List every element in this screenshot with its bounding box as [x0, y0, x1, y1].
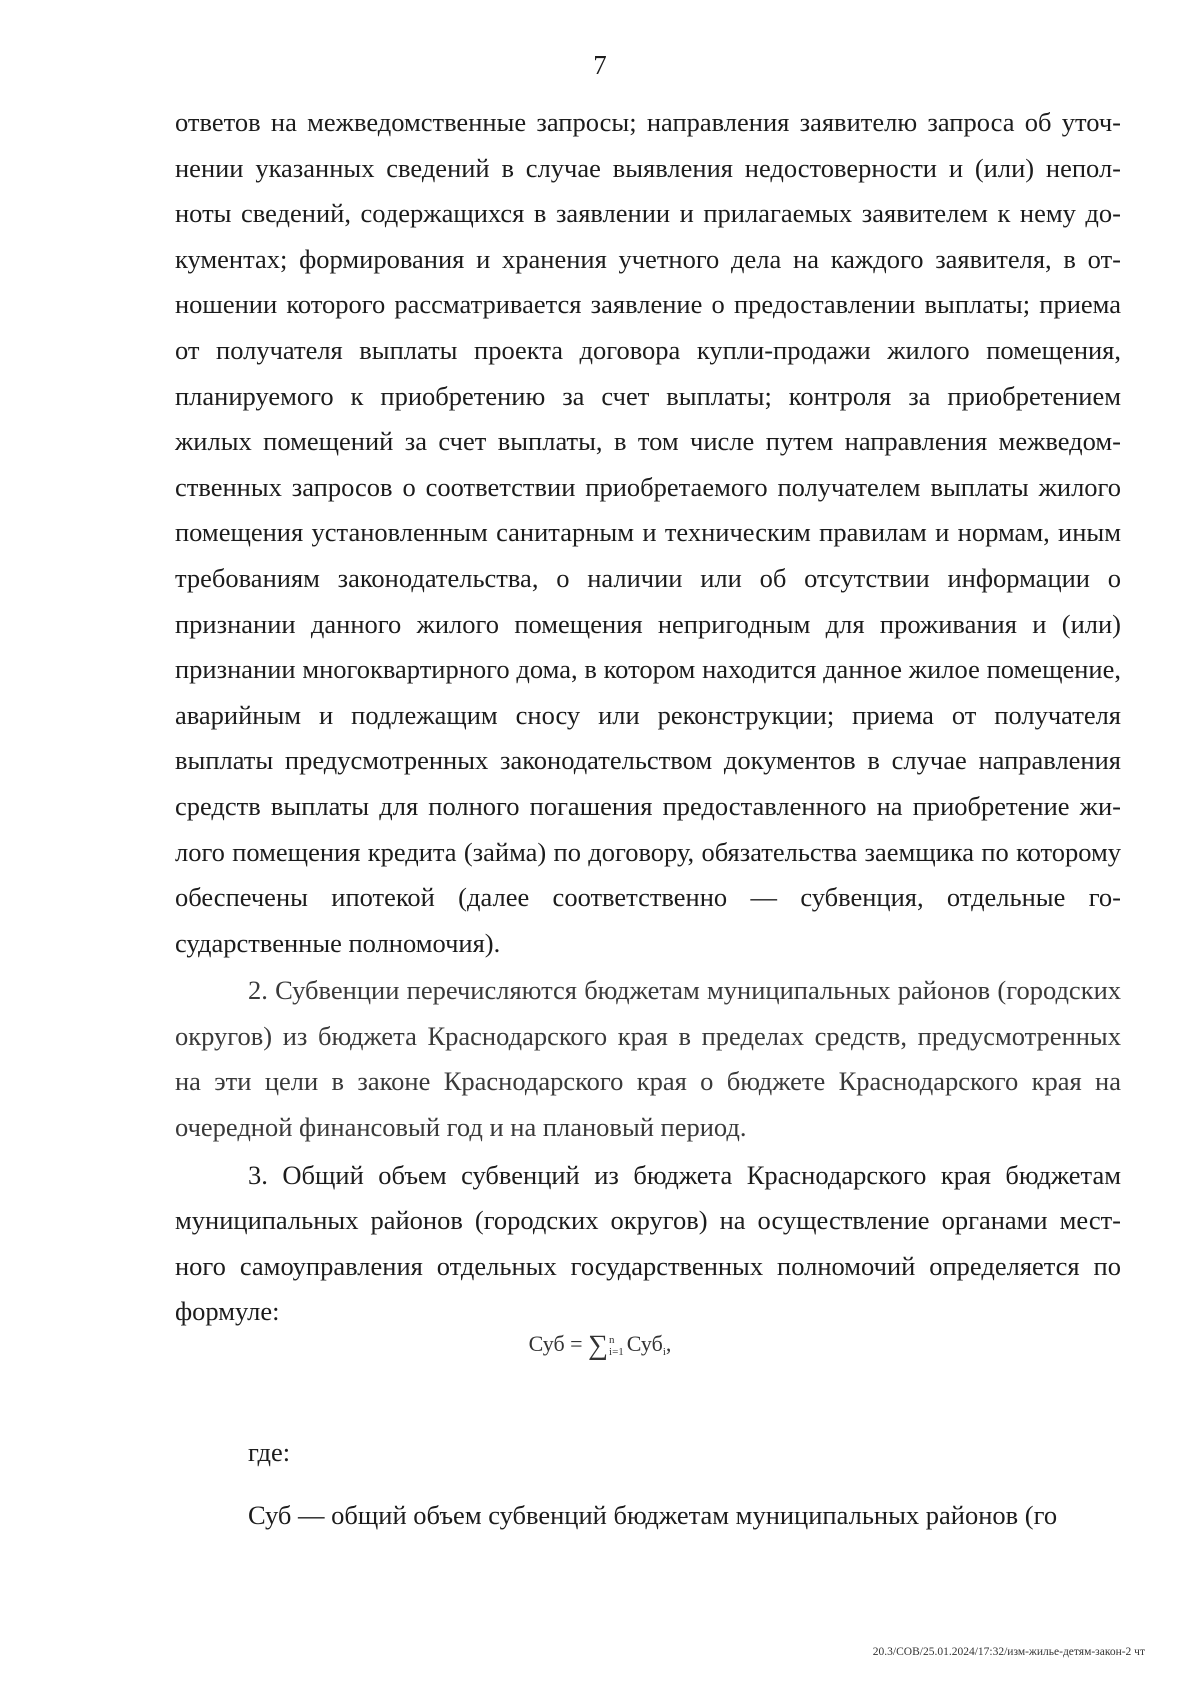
document-footer-code: 20.3/СОВ/25.01.2024/17:32/изм-жилье-детям-закон-2 чт — [872, 1646, 1145, 1658]
where-label: где: — [248, 1437, 291, 1467]
sum-upper-limit: n — [609, 1333, 615, 1346]
paragraph-2: 2. Субвенции перечисляются бюджетам муниципальных районов (городских округов) из бюджета Краснодарского края в пределах средств, предусмотренных на эти цели в законе Краснодарского края о бюджете Краснодарского края на очередной финансовый год и на плановый период. — [175, 975, 1121, 1143]
sum-lower-limit: i=1 — [609, 1345, 624, 1358]
paragraph-3: 3. Общий объем субвенций из бюджета Краснодарского края бюджетам муниципальных районов (городских округов) на осуществление органами местного самоуправления отдельных государственных полномочий определяется по формуле: — [175, 1159, 1121, 1327]
paragraph-continuation: ответов на межведомственные запросы; направления заявителю запроса об уточнении указанных сведений в случае выявления недостоверности и (или) неполноты сведений, содержащихся в заявлении и прилагаемых заявителем к нему документах; формирования и хранения учетного дела на каждого заявителя, в отношении которого рассматривается заявление о предоставлении выплаты; приема от получателя выплаты проекта договора купли-продажи жилого помещения, планируемого к приобретению за счет выплаты; контроля за приобретением жилых помещений за счет выплаты, в том числе путем направления межведомственных запросов о соответствии приобретаемого получателем выплаты жилого помещения установленным санитарным и техническим правилам и нормам, иным требованиям законодательства, о наличии или об отсутствии информации о признании данного жилого помещения непригодным для проживания и (или) признании многоквартирного дома, в котором находится данное жилое помещение, аварийным и подлежащим сносу или реконструкции; приема от получателя выплаты предусмотренных законодательством документов в случае направления средств выплаты для полного погашения предоставленного на приобретение жилого помещения кредита (займа) по договору, обязательства заемщика по которому обеспечены ипотекой (далее соответственно — субвенция, отдельные государственные полномочия). — [175, 107, 1121, 958]
sigma-symbol: ∑ — [588, 1330, 609, 1361]
page-number: 7 — [593, 50, 607, 80]
definition-sub: Суб — общий объем субвенций бюджетам муниципальных районов (го — [248, 1500, 1058, 1530]
document-body — [175, 100, 1121, 1335]
formula-term: Суб — [626, 1331, 663, 1356]
subvention-formula — [0, 1330, 1200, 1362]
sum-limits — [609, 1334, 624, 1358]
formula-trailing: , — [665, 1331, 672, 1356]
formula-subscript: i — [662, 1346, 666, 1358]
formula-lhs: Суб = — [528, 1331, 589, 1356]
